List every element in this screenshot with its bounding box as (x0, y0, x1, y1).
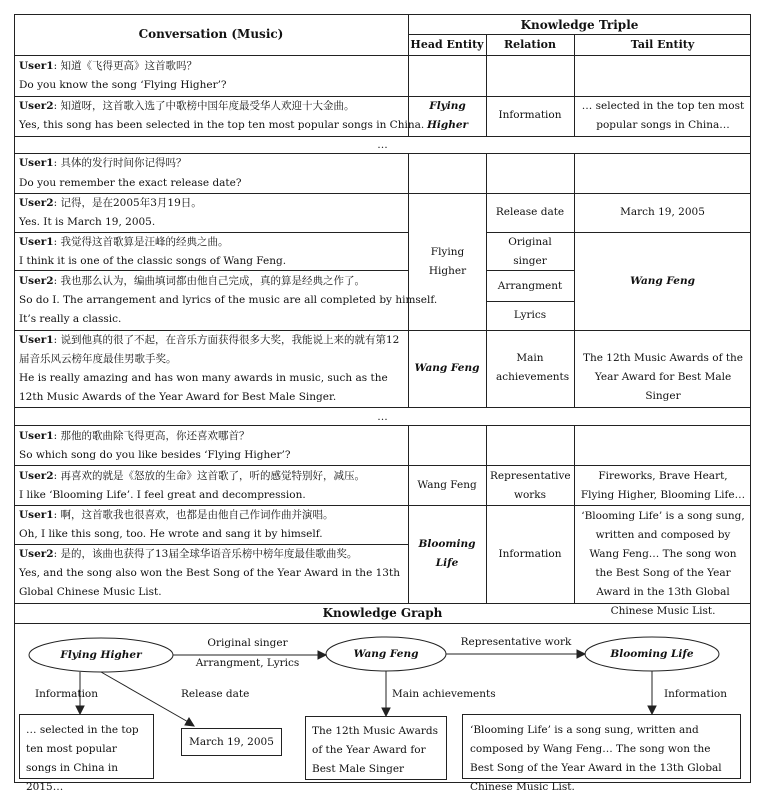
utterance-en: Do you remember the exact release date? (19, 177, 242, 189)
head-entity: Flying Higher (426, 100, 469, 131)
utterance-zh: User1: 那他的歌曲除飞得更高，你还喜欢哪首？ (19, 430, 250, 442)
utterance-en: Oh, I like this song, too. He wrote and sang it by himself. (19, 528, 323, 540)
utterance-zh: User1: 具体的发行时间你记得吗？ (19, 157, 187, 169)
header-conversation: Conversation (Music) (138, 27, 284, 41)
graph-title: Knowledge Graph (322, 606, 443, 620)
node-flying-higher: Flying Higher (60, 649, 142, 661)
utterance-zh: User1: 啊，这首歌我也很喜欢，也都是由他自己作词作曲并演唱。 (19, 509, 334, 521)
edge-label-arrangement-lyrics: Arrangment, Lyrics (195, 657, 300, 669)
head-entity: Wang Feng (414, 362, 480, 374)
relation: Lyrics (513, 309, 547, 321)
utterance-zh: User2: 我也那么认为，编曲填词都由他自己完成，真的算是经典之作了。 (19, 275, 365, 287)
tail-entity: Wang Feng (630, 275, 695, 287)
utterance-en: Yes, this song has been selected in the top ten most popular songs in China. (19, 119, 425, 131)
utterance-zh: User2: 记得，是在2005年3月19日。 (19, 197, 202, 209)
edge-label-main-achievements: Main achievements (392, 688, 496, 700)
box-achievement-text: The 12th Music Awards of the Year Award for Best Male Singer (312, 725, 438, 775)
tail-entity: … selected in the top ten most popular songs in China… (581, 100, 745, 131)
utterance-en: Yes. It is March 19, 2005. (19, 216, 156, 228)
utterance-zh: User2: 知道呀，这首歌入选了中歌榜中国年度最受华人欢迎十大金曲。 (19, 100, 355, 112)
ellipsis: … (377, 139, 388, 151)
edge-label-information: Information (664, 688, 728, 700)
utterance-zh: User1: 我觉得这首歌算是汪峰的经典之曲。 (19, 236, 229, 248)
ellipsis: … (377, 411, 388, 423)
edge-label-original-singer: Original singer (207, 637, 288, 649)
utterance-en: So do I. The arrangement and lyrics of the music are all completed by himself. (19, 294, 438, 306)
edge-label-release-date: Release date (181, 688, 250, 700)
node-blooming-life: Blooming Life (610, 648, 694, 660)
utterance-en: Do you know the song ‘Flying Higher’? (19, 79, 227, 91)
edge-label-representative-work: Representative work (460, 636, 572, 648)
tail-entity: The 12th Music Awards of the Year Award for Best Male Singer (582, 352, 744, 402)
relation: Original singer (508, 236, 552, 267)
header-knowledge-triple: Knowledge Triple (520, 18, 639, 32)
utterance-en: So which song do you like besides ‘Flying Higher’? (19, 449, 291, 461)
relation: Main achievements (496, 352, 570, 383)
edge-label-information: Information (35, 688, 99, 700)
head-entity: Blooming Life (418, 538, 476, 569)
header-relation: Relation (503, 38, 557, 51)
relation: Information (498, 548, 562, 560)
box-release-date-text: March 19, 2005 (189, 736, 274, 748)
tail-entity: March 19, 2005 (620, 206, 705, 218)
head-entity: Wang Feng (417, 479, 477, 491)
header-head-entity: Head Entity (410, 38, 484, 51)
utterance-en-continued: It’s really a classic. (19, 313, 122, 325)
utterance-en: He is really amazing and has won many awards in music, such as the 12th Music Awards of the Year Award for Best Male Singer. (19, 372, 388, 403)
relation: Representative works (490, 470, 571, 501)
head-entity: Flying Higher (428, 246, 467, 277)
utterance-zh: User2: 再喜欢的就是《怒放的生命》这首歌了，听的感觉特别好，减压。 (19, 470, 365, 482)
utterance-en: I like ‘Blooming Life’. I feel great and decompression. (19, 489, 306, 501)
utterance-en: I think it is one of the classic songs of Wang Feng. (19, 255, 287, 267)
tail-entity: Fireworks, Brave Heart, Flying Higher, Blooming Life… (580, 470, 746, 501)
utterance-zh: User1: 知道《飞得更高》这首歌吗？ (19, 60, 197, 72)
box-info-2-text: ‘Blooming Life’ is a song sung, written and composed by Wang Feng… The song won the Best Song of the Year Award in the 13th Global Chinese Music List. (470, 724, 722, 793)
utterance-zh: User1: 说到他真的很了不起，在音乐方面获得很多大奖，我能说上来的就有第12届音乐风云榜年度最佳男歌手奖。 (19, 334, 400, 365)
header-tail-entity: Tail Entity (630, 38, 695, 51)
relation: Arrangment (497, 280, 563, 292)
utterance-en: Yes, and the song also won the Best Song of the Year Award in the 13th Global Chinese Music List. (19, 567, 400, 598)
node-wang-feng: Wang Feng (353, 648, 419, 660)
box-info-1-text: … selected in the top ten most popular songs in China in 2015… (26, 724, 139, 793)
relation: Release date (495, 206, 565, 218)
utterance-zh: User2: 是的，该曲也获得了13届全球华语音乐榜中榜年度最佳歌曲奖。 (19, 548, 358, 560)
relation: Information (498, 109, 562, 121)
tail-entity: ‘Blooming Life’ is a song sung, written and composed by Wang Feng… The song won the Best Song of the Year Award in the 13th Global Chinese Music List. (581, 510, 745, 617)
